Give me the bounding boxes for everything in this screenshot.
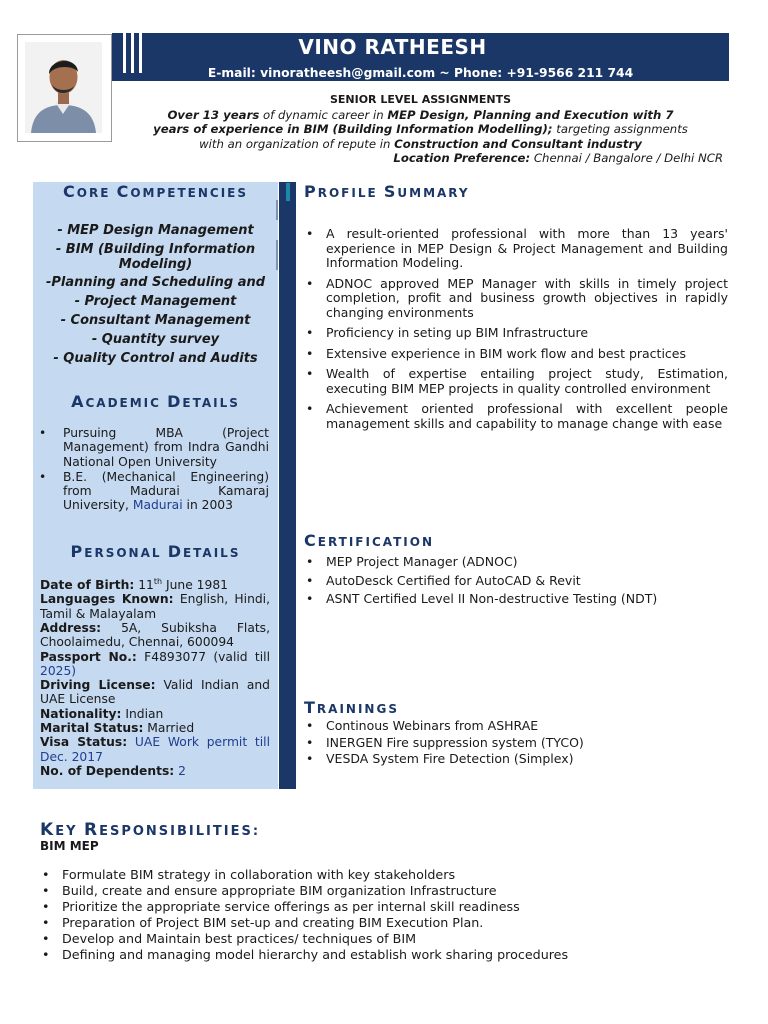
certification-heading	[304, 531, 434, 550]
heading-cap: C	[304, 531, 318, 550]
responsibility-item	[40, 899, 740, 915]
summary-line	[112, 108, 729, 123]
profile-item	[304, 402, 728, 431]
responsibility-text: Develop and Maintain best practices/ techniques of BIM	[62, 931, 417, 946]
training-item	[304, 735, 728, 752]
summary-text: of dynamic career in	[259, 107, 388, 122]
heading-text: ETAILS	[182, 546, 241, 560]
license-row	[40, 678, 270, 707]
academic-text: B.E. (Mechanical Engineering) from Madurai Kamaraj University,	[63, 469, 269, 513]
trainings-heading	[304, 698, 399, 717]
summary-title: SENIOR LEVEL ASSIGNMENTS	[329, 93, 512, 106]
heading-cap: D	[167, 392, 183, 411]
column-accent	[276, 200, 278, 220]
field-label: Visa Status:	[40, 735, 128, 750]
profile-text: Extensive experience in BIM work flow and best practices	[326, 345, 686, 361]
competency-item: -Planning and Scheduling and	[45, 275, 266, 290]
bullet-icon: •	[42, 947, 50, 962]
summary-text: with an organization of repute in	[199, 136, 395, 151]
bullet-icon: •	[306, 401, 314, 416]
bullet-icon: •	[42, 915, 50, 930]
academic-item	[39, 426, 269, 469]
certification-text: AutoDesck Certified for AutoCAD & Revit	[326, 572, 581, 588]
bullet-icon: •	[306, 325, 314, 340]
field-label: No. of Dependents:	[40, 763, 175, 778]
field-value: UAE Work permit till Dec. 2017	[40, 735, 270, 764]
heading-cap: P	[304, 182, 318, 201]
heading-cap: C	[116, 182, 131, 201]
personal-details	[40, 575, 270, 778]
bullet-icon: •	[306, 345, 314, 361]
bullet-icon: •	[39, 426, 47, 440]
competency-item: - MEP Design Management	[57, 223, 254, 238]
field-value: Indian	[121, 706, 164, 721]
responsibility-item	[40, 947, 740, 963]
heading-text: ESPONSIBILITIES:	[99, 824, 261, 839]
academic-text: in 2003	[182, 498, 233, 513]
summary-text: years of experience in BIM (Building Information Modelling);	[153, 122, 553, 136]
bullet-icon: •	[306, 751, 314, 766]
field-label: Date of Birth:	[40, 578, 135, 593]
heading-text: EY	[55, 824, 85, 839]
contact-line: E-mail: vinoratheesh@gmail.com ~ Phone: +91-9566 211 744	[207, 66, 634, 80]
heading-cap: A	[71, 392, 86, 411]
heading-text: OMPETENCIES	[130, 186, 248, 200]
responsibility-text: Preparation of Project BIM set-up and creating BIM Execution Plan.	[62, 915, 484, 930]
profile-list	[304, 227, 728, 431]
summary-text: MEP Design, Planning and Execution with 7	[387, 107, 674, 122]
certification-list	[304, 553, 728, 609]
personal-details-heading	[33, 542, 278, 561]
competency-item: - Quality Control and Audits	[53, 351, 258, 366]
heading-cap: T	[304, 698, 317, 717]
core-competencies-heading	[33, 182, 278, 201]
profile-text: Wealth of expertise entailing project study, Estimation, executing BIM MEP projects in quality controlled environment	[326, 366, 728, 396]
bullet-icon: •	[306, 275, 314, 291]
field-label: Marital Status:	[40, 721, 144, 736]
field-value: Valid Indian and UAE License	[40, 678, 270, 707]
heading-text: ERSONAL	[84, 546, 168, 560]
responsibility-item	[40, 931, 740, 947]
profile-item	[304, 367, 728, 396]
bullet-icon: •	[306, 572, 314, 588]
field-value: 2025)	[40, 663, 77, 678]
marital-row	[40, 721, 270, 735]
responsibility-item	[40, 883, 740, 899]
academic-text: Madurai	[132, 498, 183, 513]
certification-text: MEP Project Manager (ADNOC)	[326, 554, 518, 569]
responsibilities-subtitle: BIM MEP	[40, 839, 99, 853]
dependents-row	[40, 764, 270, 778]
heading-text: ERTIFICATION	[317, 535, 435, 549]
competency-item: - Quantity survey	[91, 332, 220, 347]
field-label: Driving License:	[40, 678, 156, 693]
heading-text: CADEMIC	[85, 396, 168, 410]
key-responsibilities-heading	[40, 820, 260, 840]
address-row	[40, 621, 270, 650]
competency-item: - Project Management	[74, 294, 237, 309]
field-label: Address:	[40, 620, 102, 635]
summary-text: Over 13 years	[167, 107, 260, 122]
certification-item	[304, 590, 728, 609]
profile-item	[304, 277, 728, 321]
field-value: 2	[174, 763, 186, 778]
training-item	[304, 718, 728, 735]
location-value: Chennai / Bangalore / Delhi NCR	[530, 151, 723, 165]
training-text: Continous Webinars from ASHRAE	[326, 718, 539, 733]
certification-text: ASNT Certified Level II Non-destructive Testing (NDT)	[326, 591, 658, 606]
divider-accent	[286, 183, 290, 201]
summary-line	[112, 122, 729, 137]
training-text: VESDA System Fire Detection (Simplex)	[326, 751, 574, 766]
profile-text: A result-oriented professional with more than 13 years' experience in MEP Design & Project Management and Building Information Modeling.	[326, 226, 728, 270]
heading-cap: K	[40, 820, 56, 840]
candidate-name: VINO RATHEESH	[298, 35, 487, 59]
heading-cap: S	[383, 182, 398, 201]
nationality-row	[40, 707, 270, 721]
profile-text: Achievement oriented professional with excellent people management skills and capability to manage change with ease	[326, 401, 728, 431]
summary-text: targeting assignments	[552, 122, 688, 136]
trainings-list	[304, 718, 728, 768]
heading-cap: C	[63, 182, 77, 201]
field-value: 5A, Subiksha Flats, Choolaimedu, Chennai, 600094	[40, 620, 270, 650]
field-label: Nationality:	[40, 706, 122, 721]
summary-line	[112, 151, 729, 166]
heading-text: RAININGS	[316, 702, 399, 716]
bullet-icon: •	[42, 899, 50, 914]
field-value: Married	[143, 721, 195, 736]
certification-item	[304, 572, 728, 591]
profile-text: Proficiency in seting up BIM Infrastructure	[326, 325, 589, 340]
passport-row	[40, 650, 270, 679]
summary-text: Construction and Consultant industry	[394, 136, 642, 151]
heading-text: UMMARY	[397, 186, 470, 200]
responsibility-text: Formulate BIM strategy in collaboration with key stakeholders	[62, 867, 456, 882]
field-label: Passport No.:	[40, 649, 137, 664]
heading-cap: P	[70, 542, 85, 561]
certification-item	[304, 553, 728, 572]
heading-text: ORE	[76, 186, 117, 200]
bullet-icon: •	[42, 867, 50, 882]
field-value: June 1981	[162, 578, 228, 593]
competency-item: - Consultant Management	[60, 313, 251, 328]
field-value: th	[153, 577, 163, 586]
competency-item: - BIM (Building Information Modeling)	[55, 242, 256, 272]
responsibility-item	[40, 867, 740, 883]
dob-row	[40, 575, 270, 592]
summary-line	[112, 137, 729, 152]
profile-item	[304, 227, 728, 271]
training-text: INERGEN Fire suppression system (TYCO)	[326, 734, 584, 750]
bullet-icon: •	[39, 469, 47, 484]
training-item	[304, 751, 728, 768]
career-summary	[112, 93, 729, 166]
bullet-icon: •	[306, 718, 314, 733]
profile-item	[304, 326, 728, 341]
bullet-icon: •	[42, 883, 50, 898]
profile-item	[304, 347, 728, 362]
location-label: Location Preference:	[393, 151, 531, 165]
bullet-icon: •	[306, 591, 314, 606]
heading-text: ETAILS	[182, 396, 240, 410]
responsibility-text: Prioritize the appropriate service offerings as per internal skill readiness	[62, 899, 520, 914]
academic-item	[39, 470, 269, 513]
field-value: English, Hindi, Tamil & Malayalam	[40, 592, 270, 621]
academic-details-heading	[33, 392, 278, 411]
languages-row	[40, 592, 270, 621]
bullet-icon: •	[306, 554, 314, 569]
heading-cap: R	[84, 820, 100, 840]
heading-text: ROFILE	[317, 186, 384, 200]
bullet-icon: •	[306, 366, 314, 381]
responsibility-text: Defining and managing model hierarchy and establish work sharing procedures	[62, 947, 569, 962]
academic-text: Pursuing MBA (Project Management) from Indra Gandhi National Open University	[63, 426, 269, 469]
bullet-icon: •	[306, 226, 314, 241]
responsibility-item	[40, 915, 740, 931]
field-value: F4893077 (valid till	[136, 649, 270, 664]
responsibility-text: Build, create and ensure appropriate BIM organization Infrastructure	[62, 883, 497, 898]
heading-cap: D	[167, 542, 183, 561]
profile-text: ADNOC approved MEP Manager with skills in timely project completion, profit and business growth objectives in rapidly changing environments	[326, 275, 728, 320]
bullet-icon: •	[306, 734, 314, 750]
column-divider	[279, 182, 296, 789]
column-accent	[276, 240, 278, 270]
field-value: 11	[134, 578, 154, 593]
responsibilities-list	[40, 867, 740, 963]
bullet-icon: •	[42, 931, 50, 946]
academic-list	[39, 426, 269, 513]
visa-row	[40, 735, 270, 764]
field-label: Languages Known:	[40, 592, 174, 607]
profile-summary-heading	[304, 182, 470, 201]
